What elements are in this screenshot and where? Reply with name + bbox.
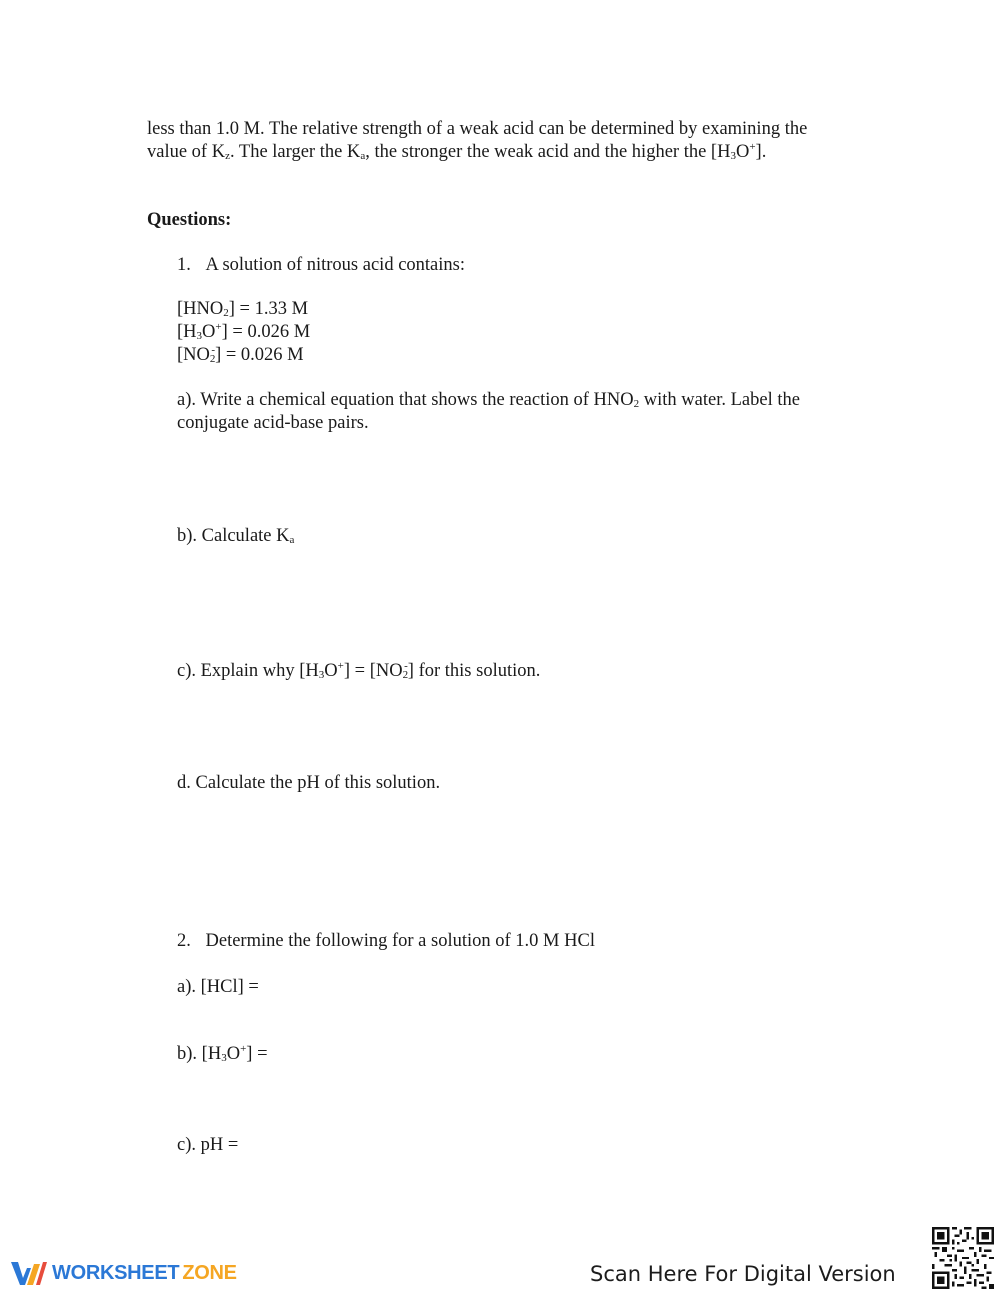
question-1 [177, 254, 465, 277]
concentration-h3o: $[H_3O^+] = 0.026$ M [177, 321, 311, 342]
question-2b: b). $[H_3O^+]$ = [177, 1043, 268, 1064]
question-1a-line-2: conjugate acid-base pairs. [177, 413, 369, 433]
question-2-text: Determine the following for a solution of 1.0 M HCl [205, 931, 595, 951]
qr-code-icon[interactable] [932, 1227, 994, 1289]
scan-here-text: Scan Here For Digital Version [590, 1262, 896, 1286]
question-1a-line-1: a). Write a chemical equation that shows the reaction of $HNO_2$ with water. Label the [177, 390, 800, 410]
question-1b: b). Calculate $K_a$ [177, 526, 295, 546]
question-2a: a). [HCl] = [177, 977, 259, 997]
intro-line-1: less than 1.0 M. The relative strength of a weak acid can be determined by examining the [147, 119, 808, 139]
questions-heading: Questions: [147, 210, 232, 230]
question-2 [177, 930, 595, 953]
worksheet-zone-logo-icon [10, 1258, 48, 1288]
question-2c: c). pH = [177, 1135, 239, 1155]
question-2-number: 2. [177, 931, 191, 951]
concentration-hno2: $[HNO_2] = 1.33$ M [177, 299, 309, 319]
question-1-text: A solution of nitrous acid contains: [205, 255, 465, 275]
worksheet-zone-logo[interactable] [10, 1258, 237, 1288]
concentration-no2: $[NO_2^-] = 0.026$ M [177, 344, 304, 365]
intro-line-2: value of $K_z$. The larger the $K_a$, the stronger the weak acid and the higher the $[H_3O^+]$. [147, 141, 767, 162]
question-1d: d. Calculate the pH of this solution. [177, 773, 441, 793]
logo-text: WORKSHEET ZONE [52, 1261, 237, 1284]
question-1c: c). Explain why $[H_3O^+] = [NO_2^-]$ for this solution. [177, 660, 541, 681]
question-1-number: 1. [177, 255, 191, 275]
